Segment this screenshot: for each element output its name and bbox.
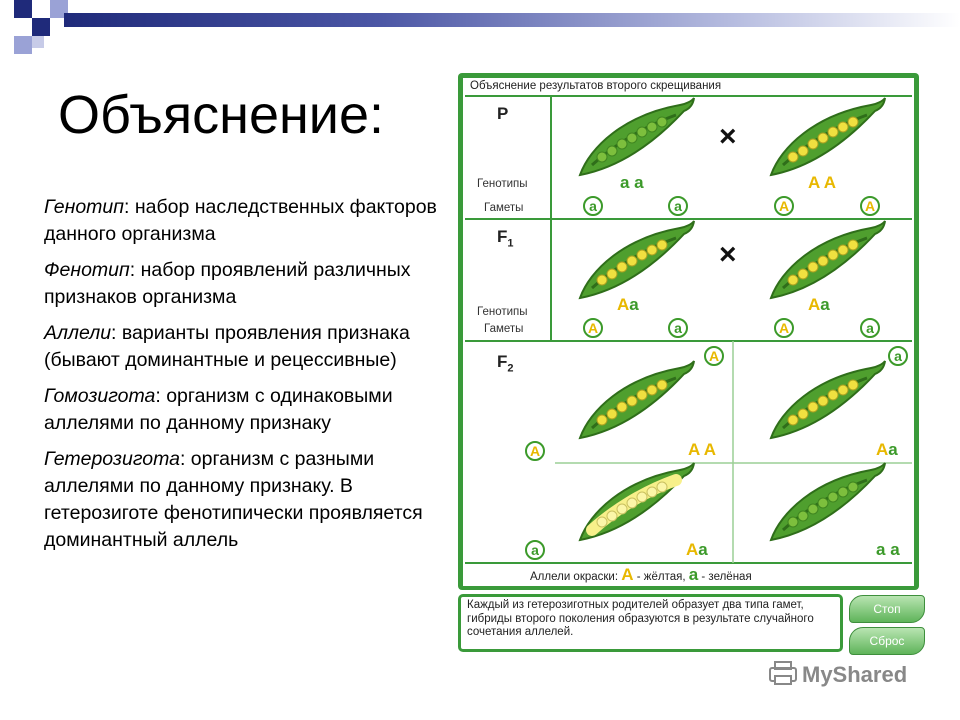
f2-label: $F_2$ — [497, 352, 514, 375]
deco-square — [32, 36, 44, 48]
f1-left-genotype: Aa — [617, 295, 639, 314]
pea-pod-yellow — [763, 220, 887, 304]
punnett-row-header: A — [525, 441, 545, 461]
pea-pod-yellow — [763, 360, 887, 444]
definition-item — [44, 383, 456, 437]
punnett-cell-genotype: A A — [688, 440, 717, 459]
punnett-col-header: a — [888, 346, 908, 366]
definition-item — [44, 257, 456, 311]
pea-pod-yellow — [572, 220, 696, 304]
definition-term: Фенотип — [44, 259, 130, 281]
brand-watermark: MyShared — [768, 660, 907, 688]
printer-icon — [768, 660, 798, 686]
p-right-genotype: A A — [808, 173, 837, 192]
stop-button[interactable]: Стоп — [849, 595, 925, 623]
gametes-label: Гаметы — [484, 323, 524, 335]
gamete-circle: A — [860, 196, 880, 216]
punnett-col-header: A — [704, 346, 724, 366]
f1-label: $F_1$ — [497, 227, 514, 250]
definition-text: : набор проявлений различных признаков организма — [44, 259, 411, 308]
punnett-cell-genotype: a a — [876, 540, 900, 559]
punnett-cell-genotype: Aa — [876, 440, 898, 459]
gamete-circle: a — [668, 196, 688, 216]
punnett-cell-genotype: Aa — [686, 540, 708, 559]
legend-recessive: a — [688, 565, 699, 584]
cross-symbol: × — [719, 120, 737, 153]
header-bar — [64, 13, 960, 27]
punnett-row-header: a — [525, 540, 545, 560]
gamete-circle: A — [583, 318, 603, 338]
cross-symbol: × — [719, 238, 737, 271]
legend-dominant: A — [621, 565, 634, 584]
definition-term: Гомозигота — [44, 385, 156, 407]
definition-term: Аллели — [44, 322, 112, 344]
pea-pod-green — [572, 97, 696, 181]
definitions-list — [44, 194, 456, 563]
gamete-circle: A — [774, 196, 794, 216]
legend-prefix: Аллели окраски: — [530, 571, 619, 583]
alleles-legend — [530, 565, 752, 585]
deco-square — [14, 0, 32, 18]
gametes-label: Гаметы — [484, 202, 524, 214]
gamete-circle: a — [583, 196, 603, 216]
reset-button[interactable]: Сброс — [849, 627, 925, 655]
legend-recessive-text: - зелёная — [701, 571, 752, 583]
f1-right-genotype: Aa — [808, 295, 830, 314]
definition-term: Гетерозигота — [44, 448, 180, 470]
definition-item — [44, 194, 456, 248]
panel-title: Объяснение результатов второго скрещивания — [470, 80, 722, 92]
explanation-note: Каждый из гетерозиготных родителей образует два типа гамет, гибриды второго поколения образуются в результате случайного сочетания аллелей. — [458, 594, 843, 652]
definition-text: : организм с одинаковыми аллелями по данному признаку — [44, 385, 393, 434]
definition-item — [44, 446, 456, 554]
gamete-circle: A — [774, 318, 794, 338]
deco-square — [32, 18, 50, 36]
gamete-circle: a — [668, 318, 688, 338]
parent-label: P — [497, 104, 509, 123]
pea-pod-yellow — [763, 97, 887, 181]
genotypes-label: Генотипы — [477, 178, 528, 190]
pea-pod-green — [763, 462, 887, 546]
definition-term: Генотип — [44, 196, 124, 218]
p-left-genotype: a a — [620, 173, 644, 192]
pea-pod-yellow — [572, 360, 696, 444]
definition-text: : набор наследственных факторов данного организма — [44, 196, 437, 245]
gamete-circle: a — [860, 318, 880, 338]
pea-pod-light — [572, 462, 696, 546]
deco-square — [14, 36, 32, 54]
definition-text: : варианты проявления признака (бывают доминантные и рецессивные) — [44, 322, 410, 371]
slide-title: Объяснение: — [58, 85, 385, 145]
definition-text: : организм с разными аллелями по данному признаку. В гетерозиготе фенотипически проявляется доминантный аллель — [44, 448, 423, 551]
genotypes-label: Генотипы — [477, 306, 528, 318]
legend-dominant-text: - жёлтая, — [636, 571, 686, 583]
definition-item — [44, 320, 456, 374]
